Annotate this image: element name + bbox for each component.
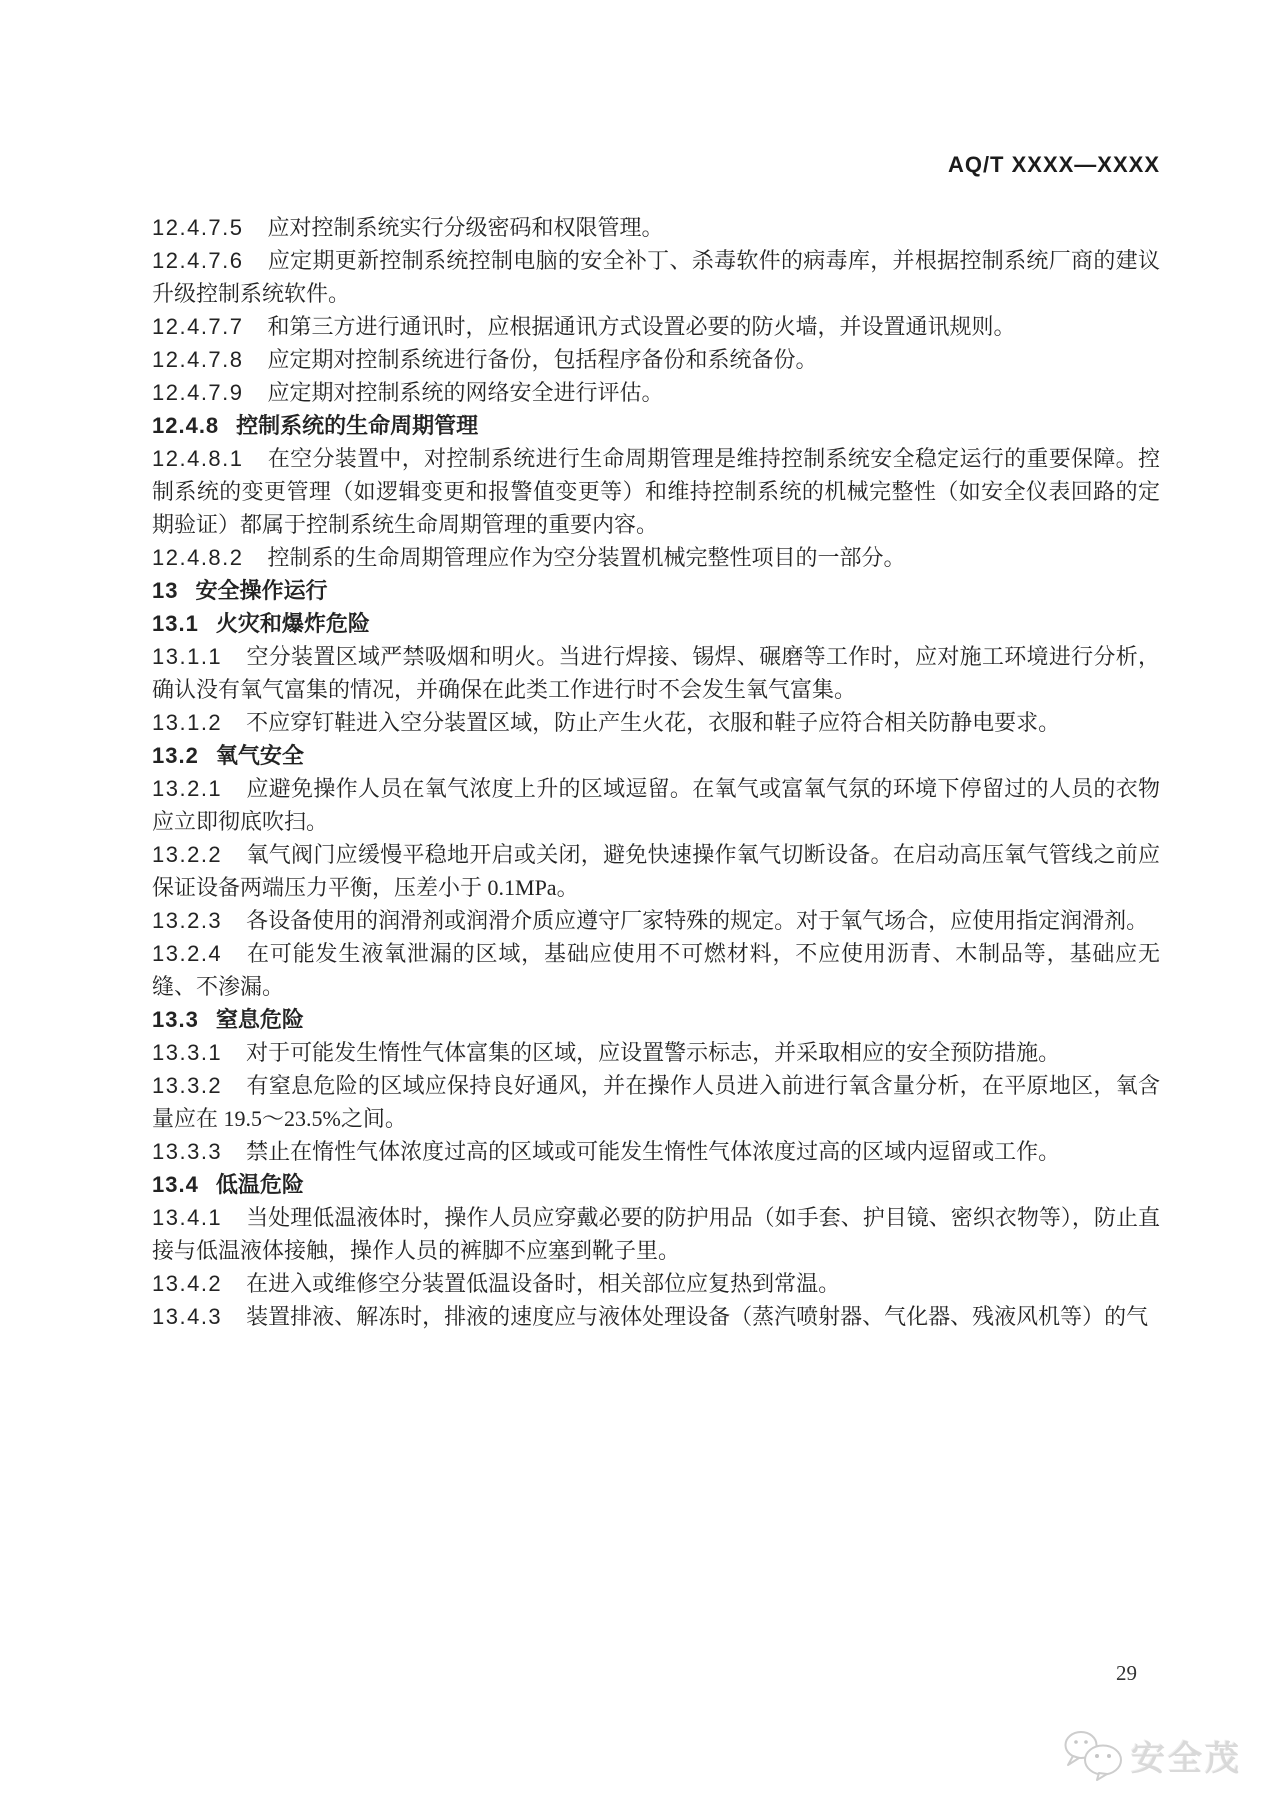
clause-number: 13.1.1 <box>152 644 223 669</box>
clause-number: 13.3.3 <box>152 1139 223 1164</box>
clause-number: 12.4.7.7 <box>152 314 244 339</box>
heading-number: 13.2 <box>152 743 199 768</box>
clause-number: 13.3.2 <box>152 1073 223 1098</box>
clause-text: 各设备使用的润滑剂或润滑介质应遵守厂家特殊的规定。对于氧气场合，应使用指定润滑剂。 <box>246 908 1149 933</box>
clause-text: 在可能发生液氧泄漏的区域，基础应使用不可燃材料，不应使用沥青、木制品等，基础应无缝、不渗漏。 <box>152 941 1160 999</box>
clause-text: 有窒息危险的区域应保持良好通风，并在操作人员进入前进行氧含量分析，在平原地区，氧含量应在 19.5～23.5%之间。 <box>152 1073 1160 1131</box>
clause-text: 控制系的生命周期管理应作为空分装置机械完整性项目的一部分。 <box>267 545 906 570</box>
clause-number: 13.2.4 <box>152 941 223 966</box>
clause-number: 13.4.2 <box>152 1271 223 1296</box>
heading-number: 12.4.8 <box>152 413 220 438</box>
clause-12-4-7-7 <box>152 310 1160 343</box>
clause-text: 应定期对控制系统进行备份，包括程序备份和系统备份。 <box>267 347 818 372</box>
heading-number: 13 <box>152 578 179 603</box>
heading-text: 氧气安全 <box>215 743 304 768</box>
clause-13-2-2 <box>152 838 1160 904</box>
clause-13-2-3 <box>152 904 1160 937</box>
clause-12-4-8-1 <box>152 442 1160 541</box>
page-number: 29 <box>1116 1661 1137 1685</box>
heading-number: 13.4 <box>152 1172 199 1197</box>
heading-13-2 <box>152 739 1160 772</box>
clause-text: 当处理低温液体时，操作人员应穿戴必要的防护用品（如手套、护目镜、密织衣物等），防止直接与低温液体接触，操作人员的裤脚不应塞到靴子里。 <box>152 1205 1160 1263</box>
clause-number: 13.2.3 <box>152 908 223 933</box>
heading-13-1 <box>152 607 1160 640</box>
clause-number: 13.2.2 <box>152 842 223 867</box>
clause-text: 应定期对控制系统的网络安全进行评估。 <box>267 380 664 405</box>
clause-13-3-2 <box>152 1069 1160 1135</box>
clause-number: 13.4.3 <box>152 1304 223 1329</box>
wechat-chat-bubbles-icon <box>1060 1729 1124 1781</box>
clause-12-4-7-9 <box>152 376 1160 409</box>
heading-text: 火灾和爆炸危险 <box>215 611 370 636</box>
clause-text: 氧气阀门应缓慢平稳地开启或关闭，避免快速操作氧气切断设备。在启动高压氧气管线之前应保证设备两端压力平衡，压差小于 0.1MPa。 <box>152 842 1160 900</box>
heading-text: 窒息危险 <box>215 1007 304 1032</box>
clause-number: 12.4.7.5 <box>152 215 244 240</box>
watermark <box>1060 1729 1242 1781</box>
clause-text: 禁止在惰性气体浓度过高的区域或可能发生惰性气体浓度过高的区域内逗留或工作。 <box>246 1139 1061 1164</box>
clause-text: 在空分装置中，对控制系统进行生命周期管理是维持控制系统安全稳定运行的重要保障。控制系统的变更管理（如逻辑变更和报警值变更等）和维持控制系统的机械完整性（如安全仪表回路的定期验证）都属于控制系统生命周期管理的重要内容。 <box>152 446 1160 537</box>
clause-text: 空分装置区域严禁吸烟和明火。当进行焊接、锡焊、碾磨等工作时，应对施工环境进行分析，确认没有氧气富集的情况，并确保在此类工作进行时不会发生氧气富集。 <box>152 644 1160 702</box>
clause-text: 应定期更新控制系统控制电脑的安全补丁、杀毒软件的病毒库，并根据控制系统厂商的建议升级控制系统软件。 <box>152 248 1160 306</box>
clause-13-4-3 <box>152 1300 1160 1333</box>
clause-text: 应避免操作人员在氧气浓度上升的区域逗留。在氧气或富氧气氛的环境下停留过的人员的衣物应立即彻底吹扫。 <box>152 776 1160 834</box>
document-body <box>152 0 1160 1333</box>
clause-12-4-7-8 <box>152 343 1160 376</box>
clause-13-2-1 <box>152 772 1160 838</box>
heading-13-3 <box>152 1003 1160 1036</box>
clause-number: 13.4.1 <box>152 1205 223 1230</box>
clause-text: 应对控制系统实行分级密码和权限管理。 <box>267 215 664 240</box>
clause-text: 和第三方进行通讯时，应根据通讯方式设置必要的防火墙，并设置通讯规则。 <box>267 314 1016 339</box>
clause-number: 13.3.1 <box>152 1040 223 1065</box>
clause-12-4-7-6 <box>152 244 1160 310</box>
heading-12-4-8 <box>152 409 1160 442</box>
clause-text: 装置排液、解冻时，排液的速度应与液体处理设备（蒸汽喷射器、气化器、残液风机等）的气 <box>246 1304 1149 1329</box>
clause-13-2-4 <box>152 937 1160 1003</box>
heading-number: 13.1 <box>152 611 199 636</box>
heading-text: 低温危险 <box>215 1172 304 1197</box>
clause-number: 12.4.7.9 <box>152 380 244 405</box>
clause-text: 在进入或维修空分装置低温设备时，相关部位应复热到常温。 <box>246 1271 841 1296</box>
clause-number: 12.4.7.6 <box>152 248 244 273</box>
clause-number: 12.4.8.1 <box>152 446 244 471</box>
standard-code: AQ/T XXXX—XXXX <box>947 152 1160 177</box>
clause-13-3-3 <box>152 1135 1160 1168</box>
heading-text: 安全操作运行 <box>195 578 328 603</box>
clause-number: 13.2.1 <box>152 776 223 801</box>
watermark-text: 安全茂 <box>1131 1739 1242 1778</box>
heading-13 <box>152 574 1160 607</box>
clause-12-4-7-5 <box>152 211 1160 244</box>
heading-number: 13.3 <box>152 1007 199 1032</box>
clause-12-4-8-2 <box>152 541 1160 574</box>
clause-13-1-1 <box>152 640 1160 706</box>
clause-13-4-1 <box>152 1201 1160 1267</box>
clause-13-1-2 <box>152 706 1160 739</box>
clause-text: 不应穿钉鞋进入空分装置区域，防止产生火花，衣服和鞋子应符合相关防静电要求。 <box>246 710 1061 735</box>
heading-text: 控制系统的生命周期管理 <box>236 413 479 438</box>
clause-number: 13.1.2 <box>152 710 223 735</box>
clause-13-3-1 <box>152 1036 1160 1069</box>
clause-13-4-2 <box>152 1267 1160 1300</box>
clause-number: 12.4.7.8 <box>152 347 244 372</box>
heading-13-4 <box>152 1168 1160 1201</box>
clause-text: 对于可能发生惰性气体富集的区域，应设置警示标志，并采取相应的安全预防措施。 <box>246 1040 1061 1065</box>
clause-number: 12.4.8.2 <box>152 545 244 570</box>
